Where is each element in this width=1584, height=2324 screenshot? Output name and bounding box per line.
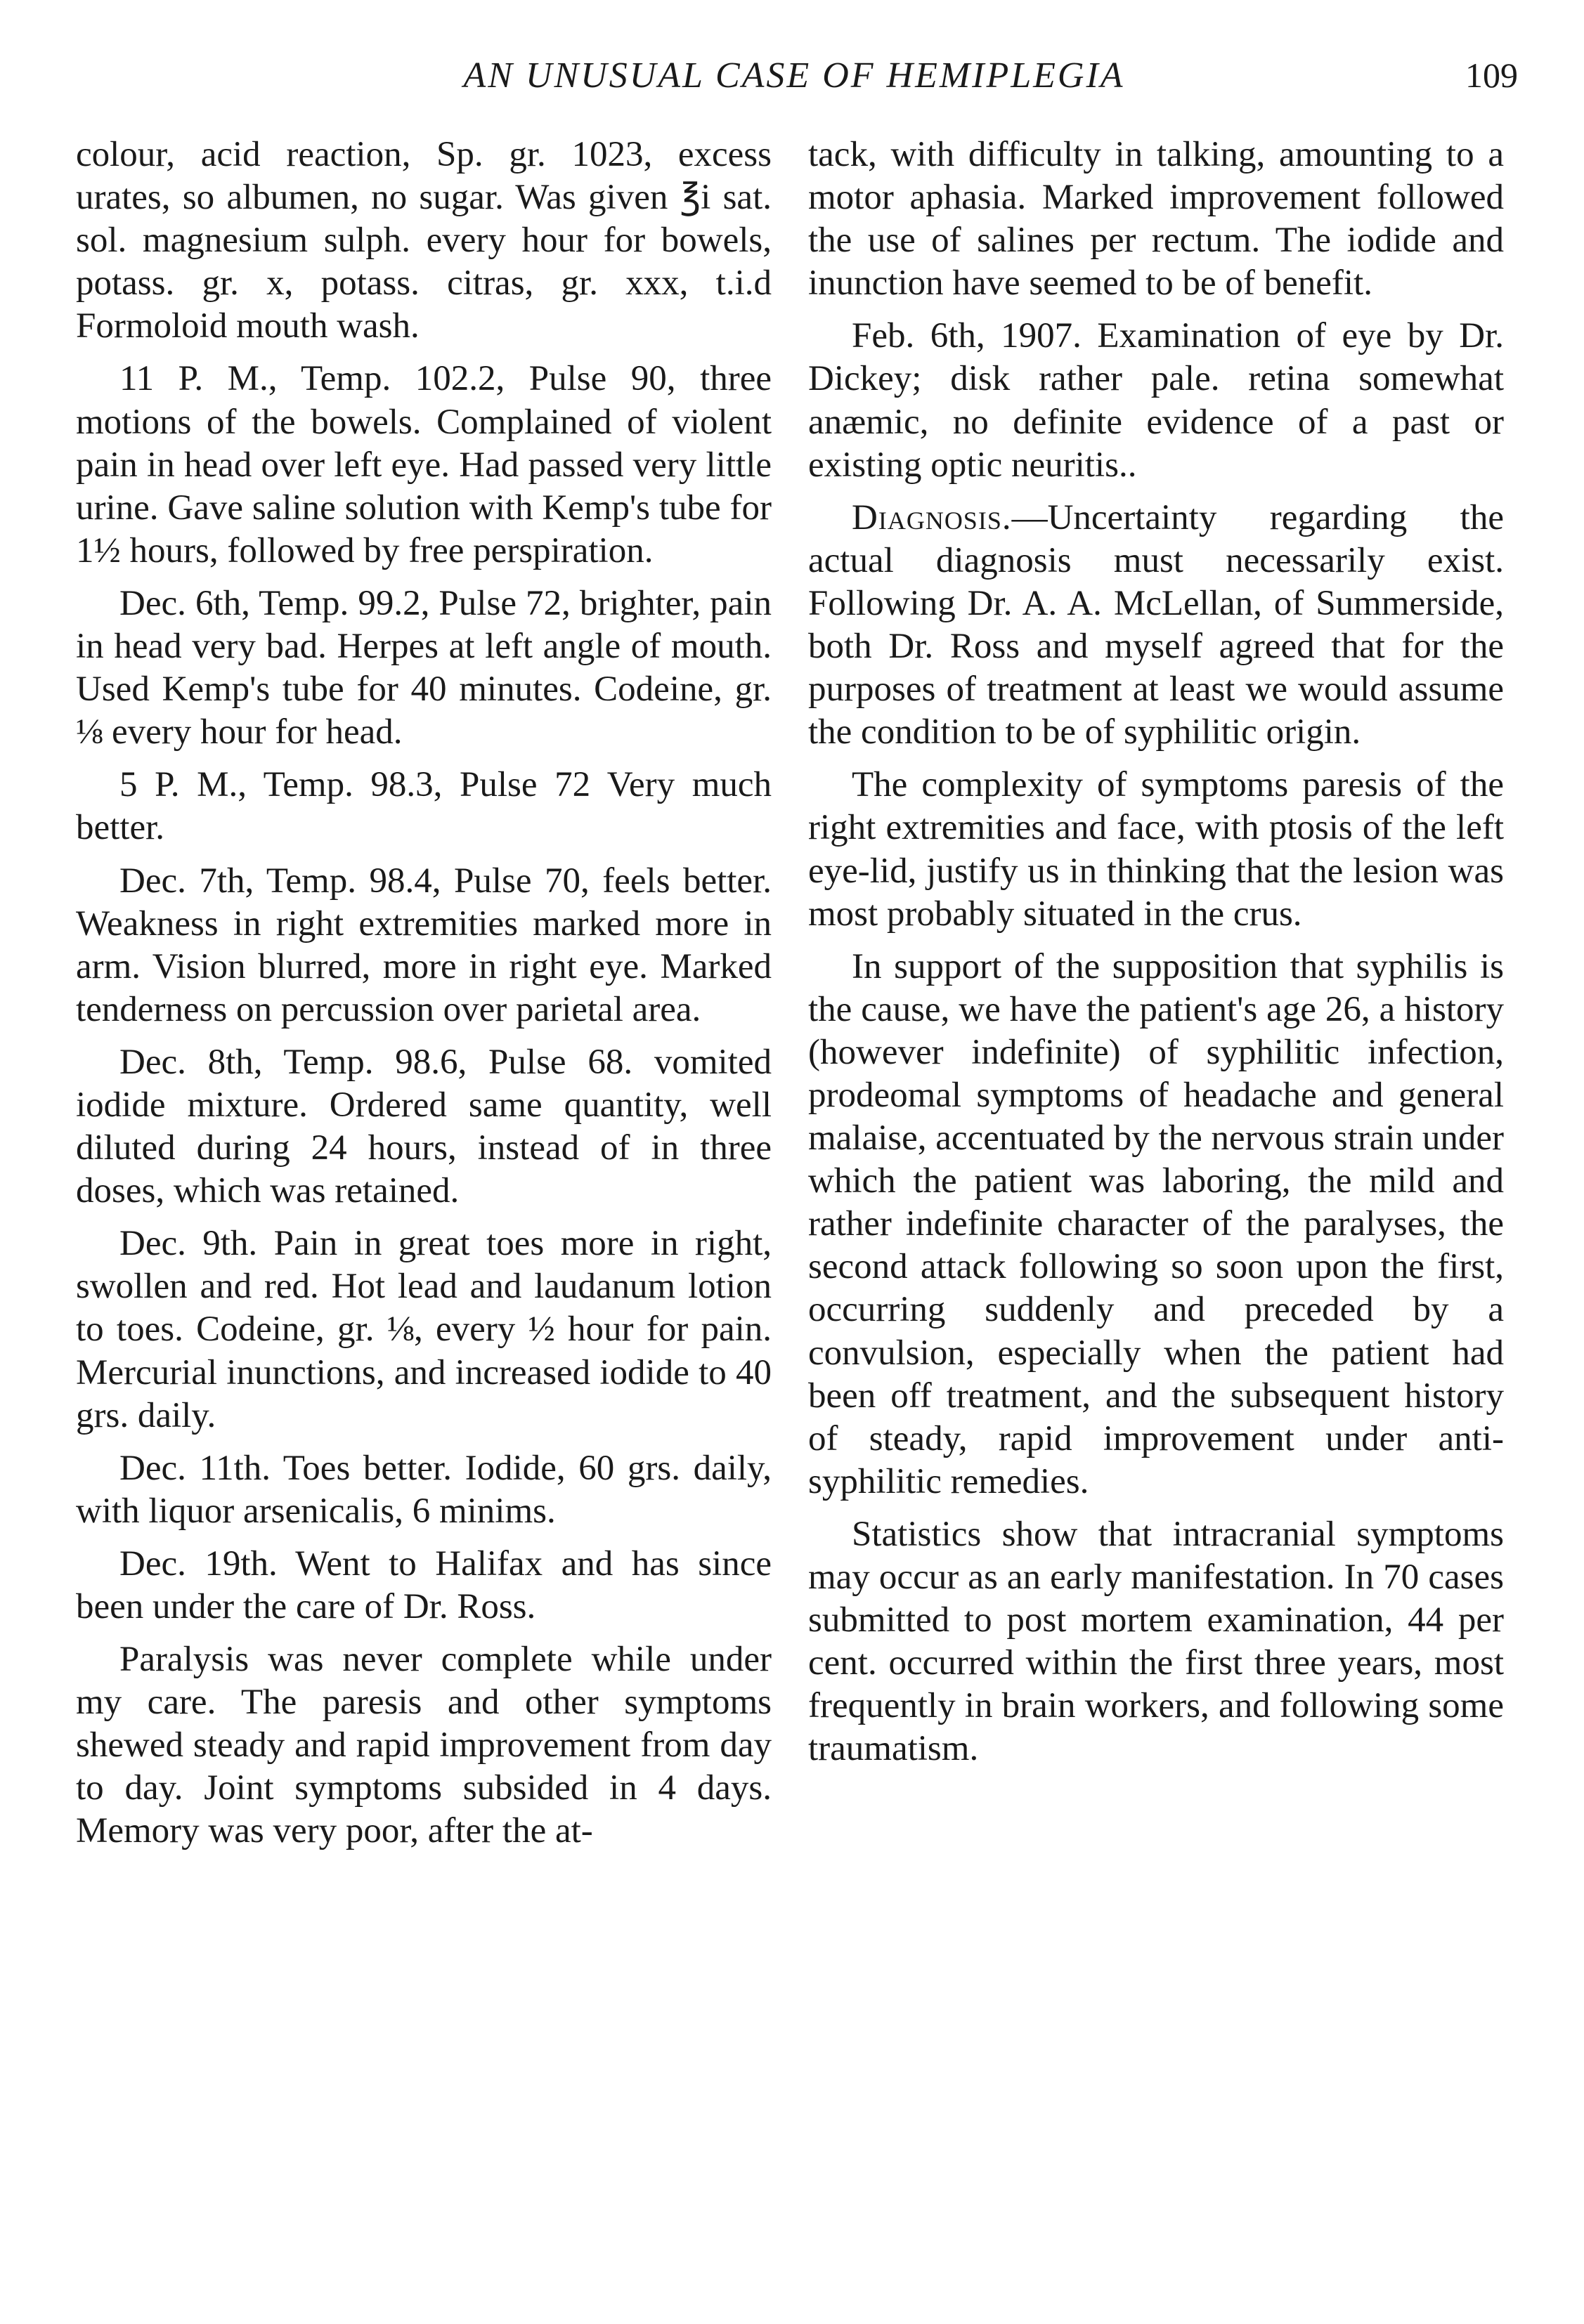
right-column	[808, 133, 1504, 1780]
paragraph: 11 P. M., Temp. 102.2, Pulse 90, three motions of the bowels. Complained of violent pain in head over left eye. Had passed very little urine. Gave saline solution with Kemp's tube for 1½ hours, followed by free perspiration.	[76, 359, 772, 570]
diagnosis-paragraph	[808, 497, 1504, 755]
paragraph: Dec. 19th. Went to Halifax and has since been under the care of Dr. Ross.	[76, 1543, 772, 1626]
paragraph: Dec. 7th, Temp. 98.4, Pulse 70, feels better. Weakness in right extremities marked more in arm. Vision blurred, more in right eye. Marked tenderness on percussion over parietal area.	[76, 861, 772, 1029]
paragraph: Statistics show that intracranial symptoms may occur as an early manifestation. In 70 cases submitted to post mortem examination, 44 per cent. occurred within the first three years, most frequently in brain workers, and following some traumatism.	[808, 1514, 1504, 1769]
paragraph: Paralysis was never complete while under my care. The paresis and other symptoms shewed steady and rapid improvement from day to day. Joint symptoms subsided in 4 days. Memory was very poor, after the at-	[76, 1640, 772, 1851]
paragraph: Dec. 8th, Temp. 98.6, Pulse 68. vomited iodide mixture. Ordered same quantity, well diluted during 24 hours, instead of in three doses, which was retained.	[76, 1042, 772, 1211]
paragraph: Dec. 11th. Toes better. Iodide, 60 grs. daily, with liquor arsenicalis, 6 minims.	[76, 1448, 772, 1531]
diagnosis-heading: Diagnosis.	[852, 497, 1012, 537]
running-title: AN UNUSUAL CASE OF HEMIPLEGIA	[463, 56, 1125, 96]
paragraph: 5 P. M., Temp. 98.3, Pulse 72 Very much better.	[76, 765, 772, 848]
paragraph: tack, with difficulty in talking, amounting to a motor aphasia. Marked improvement followed the use of salines per rectum. The iodide and inunction have seemed to be of benefit.	[808, 135, 1504, 303]
paragraph: The complexity of symptoms paresis of the right extremities and face, with ptosis of the left eye-lid, justify us in thinking that the lesion was most probably situated in the crus.	[808, 765, 1504, 934]
diagnosis-text: —Uncertainty regarding the actual diagnosis must necessarily exist. Following Dr. A. A. McLellan, of Summerside, both Dr. Ross and myself agreed that for the purposes of treatment at least we would assume the condition to be of syphilitic origin.	[808, 497, 1504, 752]
paragraph: colour, acid reaction, Sp. gr. 1023, excess urates, so albumen, no sugar. Was given ℥i sat. sol. magnesium sulph. every hour for bowels, potass. gr. x, potass. citras, gr. xxx, t.i.d Formoloid mouth wash.	[76, 135, 772, 346]
left-column	[76, 133, 772, 1863]
paragraph: Feb. 6th, 1907. Examination of eye by Dr. Dickey; disk rather pale. retina somewhat anæmic, no definite evidence of a past or existing optic neuritis..	[808, 316, 1504, 485]
paragraph: In support of the supposition that syphilis is the cause, we have the patient's age 26, a history (however indefinite) of syphilitic infection, prodeomal symptoms of headache and general malaise, accentuated by the nervous strain under which the patient was laboring, the mild and rather indefinite character of the paralyses, the second attack following so soon upon the first, occurring suddenly and preceded by a convulsion, especially when the patient had been off treatment, and the subsequent history of steady, rapid improvement under anti-syphilitic remedies.	[808, 946, 1504, 1501]
page-number: 109	[1465, 56, 1518, 95]
paragraph: Dec. 9th. Pain in great toes more in right, swollen and red. Hot lead and laudanum lotion to toes. Codeine, gr. ⅛, every ½ hour for pain. Mercurial inunctions, and increased iodide to 40 grs. daily.	[76, 1224, 772, 1435]
running-head	[70, 55, 1518, 104]
paragraph: Dec. 6th, Temp. 99.2, Pulse 72, brighter, pain in head very bad. Herpes at left angle of mouth. Used Kemp's tube for 40 minutes. Codeine, gr. ⅛ every hour for head.	[76, 583, 772, 752]
